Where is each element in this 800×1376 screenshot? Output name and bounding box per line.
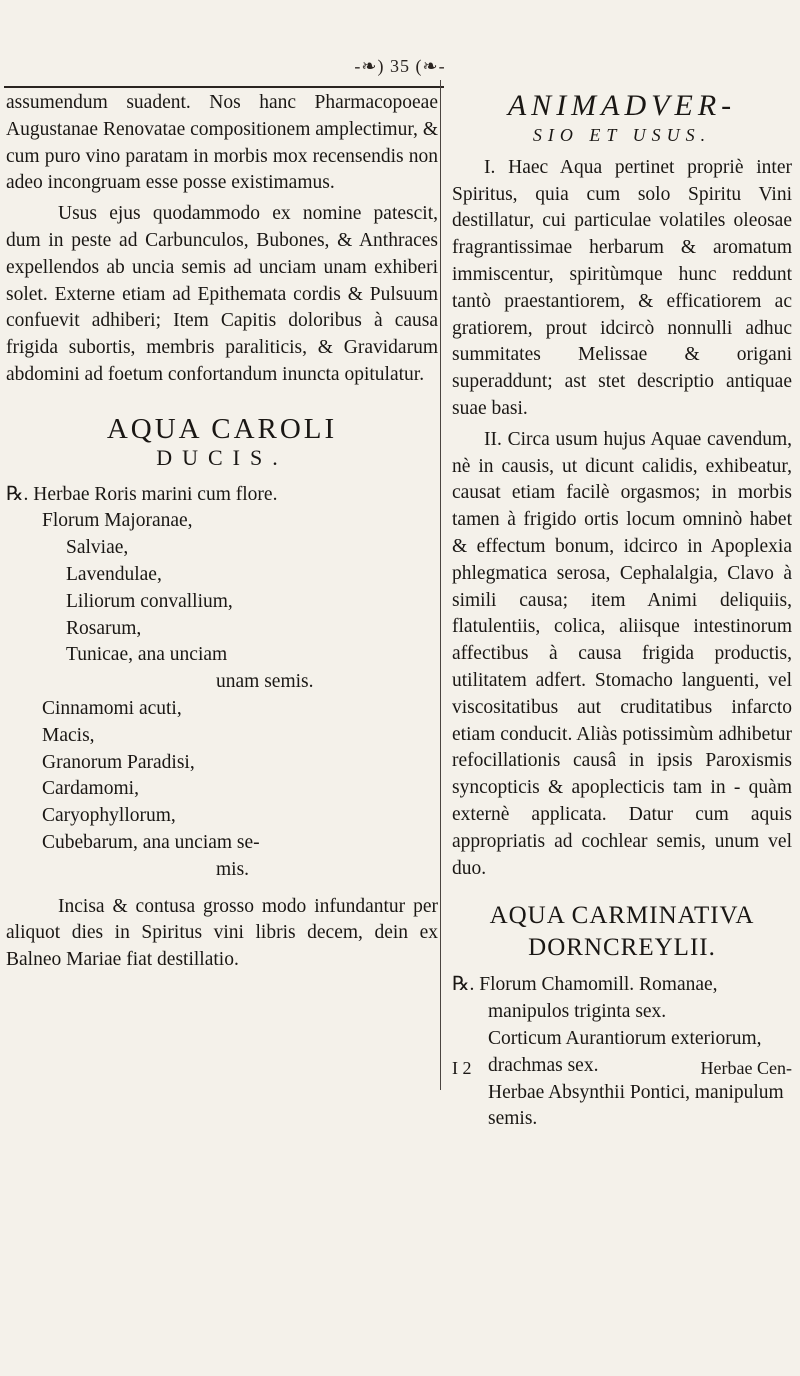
signature-mark: I 2: [452, 1058, 472, 1078]
recipe-item: Granorum Paradisi,: [42, 751, 195, 773]
recipe-item: ℞. Herbae Roris marini cum flore.: [6, 483, 278, 505]
recipe-item: Herbae Absynthii Pontici, manipulum semis.: [488, 1081, 784, 1130]
recipe-item: Macis,: [42, 724, 95, 746]
section-title-aqua-caroli: AQUA CAROLI: [106, 412, 338, 445]
page-number-header: -❧) 35 (❧-: [354, 56, 446, 76]
recipe-item: Rosarum,: [66, 617, 142, 639]
section-title-animadversio: ANIMADVER-: [507, 89, 737, 122]
recipe-item: ℞. Florum Chamomill. Romanae,: [452, 974, 718, 996]
recipe-item: mis.: [216, 858, 250, 880]
left-paragraph-3: Incisa & contusa grosso modo infundantur per aliquot dies in Spiritus vini libris decem, dein ex Balneo Mariae fiat destillatio.: [6, 895, 438, 971]
recipe-item: manipulos triginta sex.: [488, 1001, 667, 1023]
recipe-item: Florum Majoranae,: [42, 510, 193, 532]
left-paragraph-2: Usus ejus quodammodo ex nomine patescit, dum in peste ad Carbunculos, Bubones, & Anthraces expellendos ab uncia semis ad unciam unam exhiberi solet. Externe etiam ad Epithemata cordis & Pulsuum confuevit adhiberi; Item Capitis doloribus à causa frigida subortis, membris paraliticis, & Gravidarum abdomini ad foetum confortandum inuncta opitulatur.: [6, 203, 438, 385]
section-subtitle-usus: SIO ET USUS.: [532, 125, 712, 145]
column-divider: [440, 80, 441, 1090]
recipe-item: Cubebarum, ana unciam se-: [42, 831, 260, 853]
section-subtitle-ducis: DUCIS.: [156, 444, 288, 470]
recipe-item: Cardamomi,: [42, 778, 139, 800]
recipe-item: Caryophyllorum,: [42, 805, 176, 827]
right-paragraph-2: II. Circa usum hujus Aquae cavendum, nè in causis, ut dicunt calidis, exhibeatur, causat etiam facilè orgasmos; in morbis tamen à frigido ortis locum omninò habet & effectum bonum, idcirco in Apoplexia phlegmatica serosa, Cephalalgia, Clavo à simili causa; item Animi deliquiis, flatulentiis, colica, aliisque intestinorum affectibus à causa frigida productis, utilitatem adfert. Stomacho languenti, vel viscositatibus aut cruditatibus infarcto etiam conducit. Aliàs potissimùm adhibetur refocillationis causâ in ipsis Paroxismis syncopticis & apoplecticis tam in - quàm externè applicata. Datur cum aquis appropriatis ad cochlear semis, unum vel duo.: [452, 428, 792, 879]
recipe-item: unam semis.: [216, 671, 314, 693]
running-header: [0, 56, 800, 77]
right-paragraph-1: I. Haec Aqua pertinet propriè inter Spiritus, quia cum solo Spiritu Vini destillatur, cui particulae volatiles oleosae fragrantissimae herbarum & aromatum immiscentur, spiritùmque hunc reddunt tantò praestantiorem, & efficatiorem ac gratiorem, prout idcircò nonnulli adhuc summitates Melissae & origani superaddunt; ast stet descriptio antiquae suae basi.: [452, 156, 792, 419]
left-paragraph-1: assumendum suadent. Nos hanc Pharmacopoeae Augustanae Renovatae compositionem amplectimur, & cum puro vino paratam in morbis mox recensendis non adeo incongruam esse posse existimamus.: [6, 92, 438, 194]
recipe-item: Corticum Aurantiorum exteriorum, drachmas sex.: [488, 1027, 762, 1076]
header-rule: [4, 86, 444, 88]
recipe-item: Cinnamomi acuti,: [42, 697, 182, 719]
recipe-list-carminativa: [452, 972, 792, 1133]
section-title-aqua-carminativa: AQUA CARMINATIVA DORNCREYLII.: [489, 902, 755, 962]
recipe-item: Tunicae, ana unciam: [66, 644, 228, 666]
catchword: Herbae Cen-: [700, 1058, 792, 1078]
recipe-item: Lavendulae,: [66, 563, 162, 585]
recipe-item: Salviae,: [66, 537, 129, 559]
left-column: [6, 90, 438, 978]
page-footer: [452, 1058, 792, 1079]
right-column: [452, 90, 792, 1133]
recipe-item: Liliorum convallium,: [66, 590, 233, 612]
recipe-list-caroli: [6, 482, 438, 884]
